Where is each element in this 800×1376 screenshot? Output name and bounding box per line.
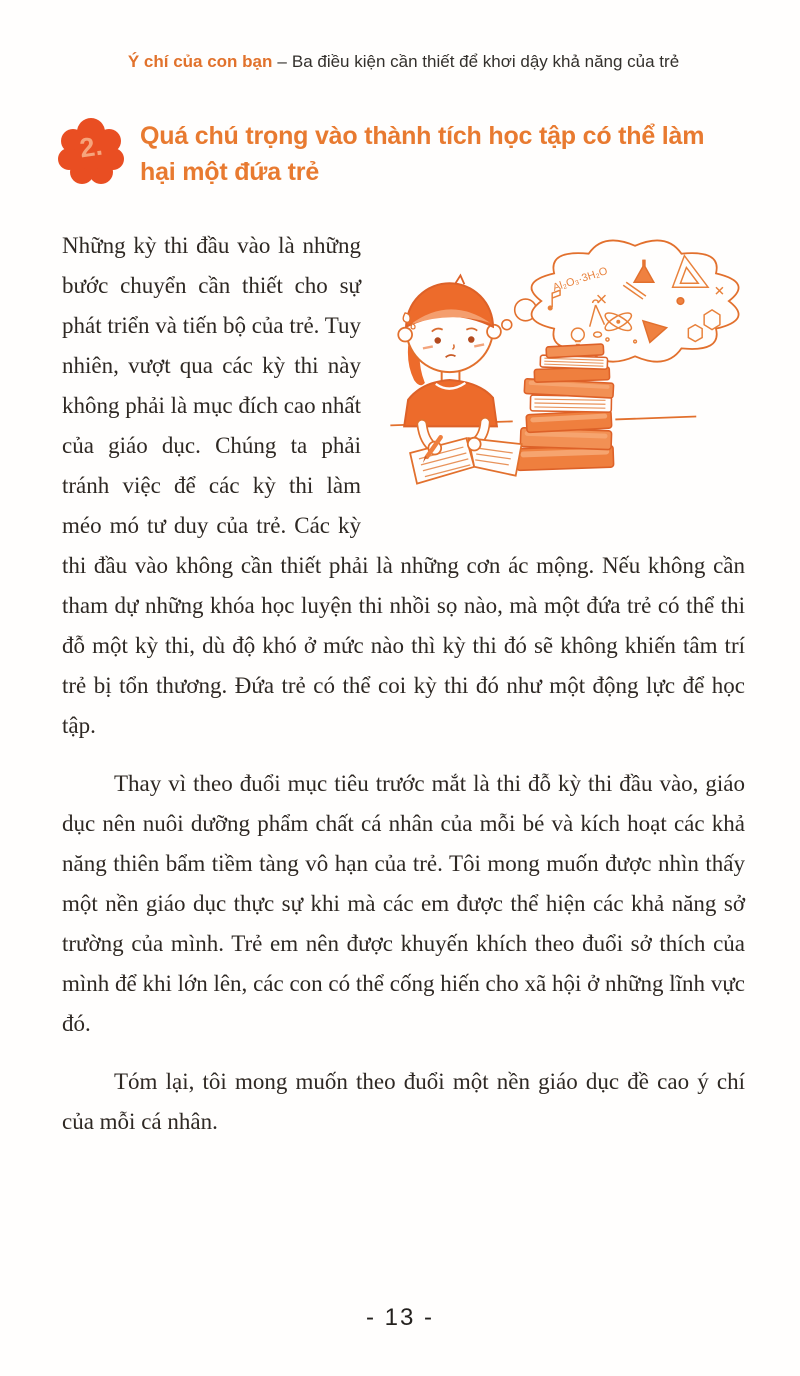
- body-paragraph-3: Tóm lại, tôi mong muốn theo đuổi một nền giáo dục đề cao ý chí của mỗi cá nhân.: [62, 1069, 745, 1134]
- student-thinking-illustration: [387, 230, 745, 526]
- student-illustration-drawing: [387, 230, 745, 526]
- running-header: [62, 50, 745, 74]
- header-book-title: Ý chí của con bạn: [127, 52, 273, 71]
- section-heading-row: [62, 116, 745, 190]
- header-subtitle: Ba điều kiện cần thiết để khơi dậy khả năng của trẻ: [291, 52, 680, 71]
- header-dash: –: [277, 52, 287, 71]
- section-heading: Quá chú trọng vào thành tích học tập có thể làm hại một đứa trẻ: [140, 122, 705, 186]
- section-number: 2.: [77, 130, 105, 164]
- page-number: - 13 -: [365, 1304, 434, 1331]
- thought-bubble-icon: [502, 240, 739, 361]
- boy-figure: [398, 275, 501, 448]
- body-paragraph-1: Những kỳ thi đầu vào là những bước chuyển cần thiết cho sự phát triển và tiến bộ của trẻ. Tuy nhiên, vượt qua các kỳ thi này không phải là mục đích cao nhất của giáo dục. Chúng ta phải tránh việc để các kỳ thi làm méo mó tư duy của trẻ. Các kỳ thi đầu vào không cần thiết phải là những cơn ác mộng. Nếu không cần tham dự những khóa học luyện thi nhồi sọ nào, mà một đứa trẻ có thể thi đỗ một kỳ thi, dù độ khó ở mức nào thì kỳ thi đó sẽ không khiến tâm trí trẻ bị tổn thương. Đứa trẻ có thể coi kỳ thi đó như một động lực để học tập.: [62, 233, 745, 738]
- body-paragraph-2: Thay vì theo đuổi mục tiêu trước mắt là thi đỗ kỳ thi đầu vào, giáo dục nên nuôi dưỡng phẩm chất cá nhân của mỗi bé và kích hoạt các khả năng thiên bẩm tiềm tàng vô hạn của trẻ. Tôi mong muốn được nhìn thấy một nền giáo dục thực sự khi mà các em được thể hiện các khả năng sở trường của mình. Trẻ em nên được khuyến khích theo đuổi sở thích của mình để khi lớn lên, các con có thể cống hiến cho xã hội ở những lĩnh vực đó.: [62, 771, 745, 1036]
- section-number-badge: [58, 116, 124, 188]
- book-stack: [516, 344, 613, 471]
- thought-formula: Al₂O₃·3H₂O: [551, 265, 610, 295]
- page-footer: [0, 1304, 800, 1332]
- page-body: [62, 226, 745, 1142]
- right-hand: [468, 438, 481, 451]
